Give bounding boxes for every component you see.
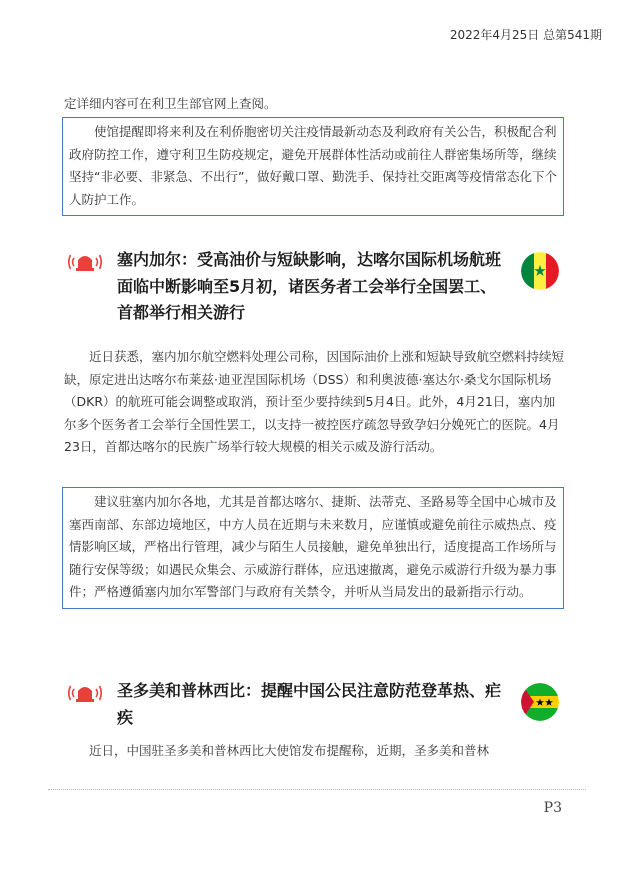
- senegal-flag-icon: [521, 252, 559, 290]
- sao-tome-heading: 圣多美和普林西比：提醒中国公民注意防范登革热、疟疾: [117, 681, 502, 727]
- sao-tome-body-text: [64, 740, 564, 763]
- embassy-notice-text: 使馆提醒即将来利及在利侨胞密切关注疫情最新动态及利政府有关公告，积极配合利政府防控工作，遵守利卫生防疫规定，避免开展群体性活动或前往人群密集场所等，继续坚持“非必要、非紧急、不出行”，做好戴口罩、勤洗手、保持社交距离等疫情常态化下个人防护工作。: [69, 124, 557, 207]
- footer-divider: [48, 789, 586, 790]
- senegal-body-text: [64, 346, 564, 459]
- senegal-advice-box: [62, 487, 564, 609]
- page-number: P3: [543, 800, 562, 816]
- alarm-bell-icon: [68, 250, 102, 274]
- alarm-bell-icon: [68, 681, 102, 705]
- senegal-heading: 塞内加尔：受高油价与短缺影响，达喀尔国际机场航班面临中断影响至5月初，诸医务者工会举行全国罢工、首都举行相关游行: [117, 250, 502, 322]
- continuation-text: [64, 93, 564, 116]
- sao-tome-body-paragraph: 近日，中国驻圣多美和普林西比大使馆发布提醒称，近期，圣多美和普林: [89, 743, 490, 758]
- senegal-advice-text: 建议驻塞内加尔各地，尤其是首都达喀尔、捷斯、法蒂克、圣路易等全国中心城市及塞西南部、东部边境地区，中方人员在近期与未来数月，应谨慎或避免前往示威热点、疫情影响区域，严格出行管理，减少与陌生人员接触，避免单独出行，适度提高工作场所与随行安保等级；如遇民众集会、示威游行群体，应迅速撤离，避免示威游行升级为暴力事件；严格遵循塞内加尔军警部门与政府有关禁令，并听从当局发出的最新指示行动。: [69, 494, 557, 599]
- senegal-body-paragraph: 近日获悉，塞内加尔航空燃料处理公司称，因国际油价上涨和短缺导致航空燃料持续短缺，原定进出达喀尔布莱兹·迪亚涅国际机场（DSS）和利奥波德·塞达尔·桑戈尔国际机场（DKR）的航班可能会调整或取消，预计至少要持续到5月4日。此外，4月21日，塞内加尔多个医务者工会举行全国性罢工，以支持一被控医疗疏忽导致孕妇分娩死亡的医院。4月23日，首都达喀尔的民族广场举行较大规模的相关示威及游行活动。: [64, 349, 565, 454]
- continuation-paragraph: 定详细内容可在利卫生部官网上查阅。: [64, 96, 277, 111]
- embassy-notice-box: [62, 117, 564, 216]
- sao-tome-flag-icon: [521, 683, 559, 721]
- issue-date: 2022年4月25日 总第541期: [449, 28, 602, 42]
